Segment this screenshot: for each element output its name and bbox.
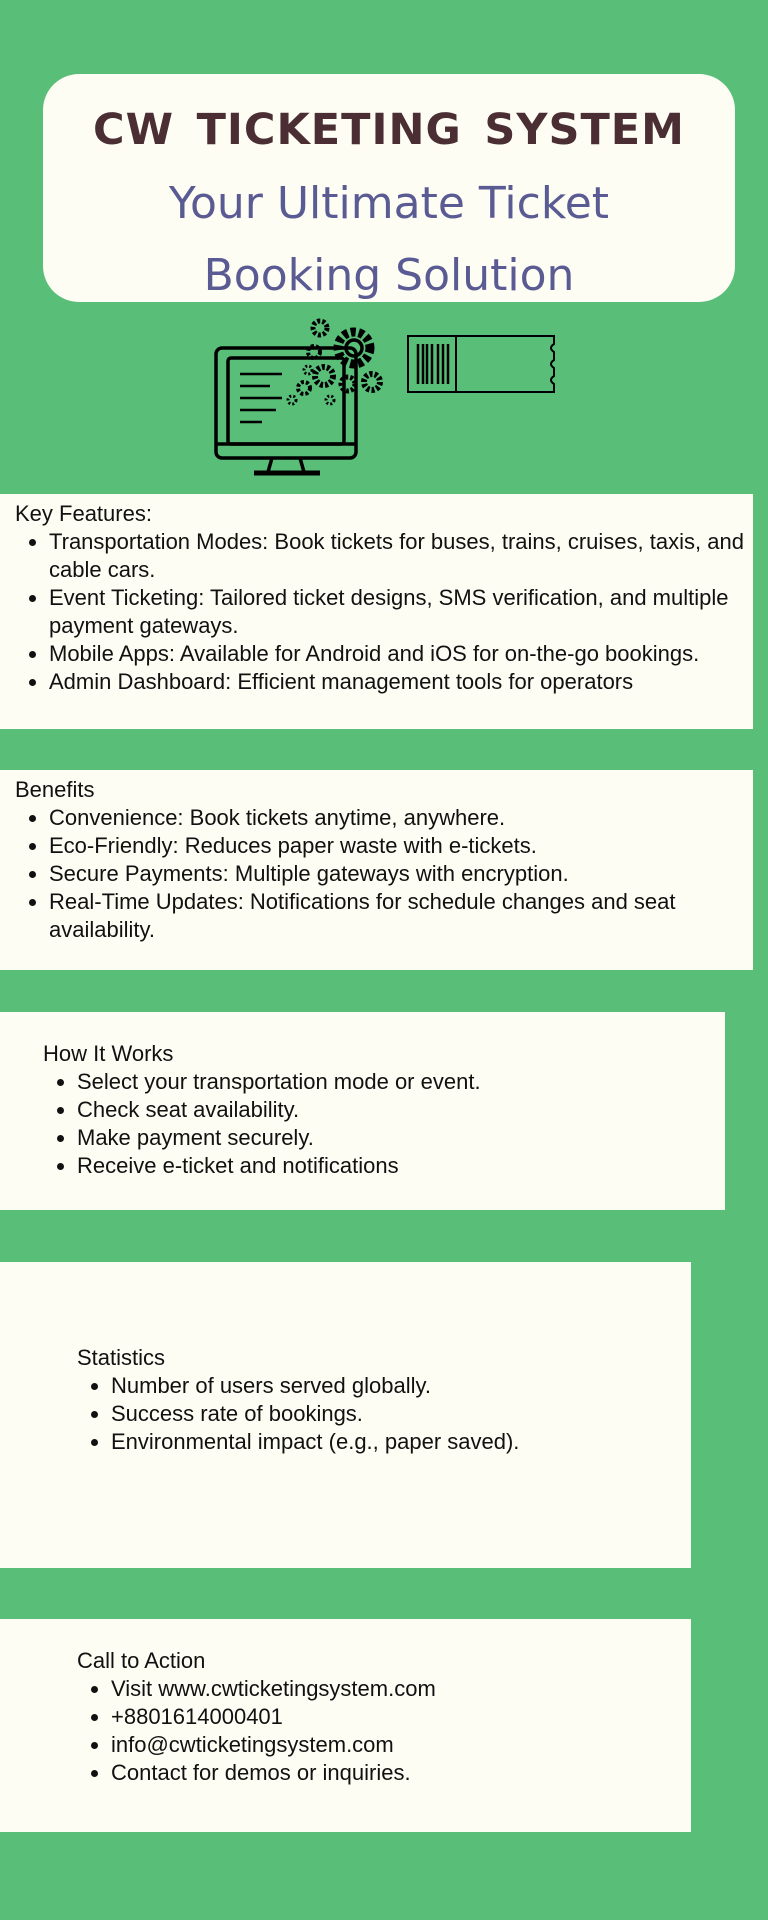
call-to-action-section (0, 1619, 691, 1832)
key-features-list (15, 528, 753, 696)
list-item: • Select your transportation mode or event. (77, 1068, 725, 1096)
list-item: • Check seat availability. (77, 1096, 725, 1124)
list-item: • Environmental impact (e.g., paper saved). (111, 1428, 691, 1456)
benefits-heading: Benefits (15, 777, 95, 802)
key-features-heading: Key Features: (15, 501, 152, 526)
list-item: • Real-Time Updates: Notifications for schedule changes and seat availability. (49, 888, 753, 944)
list-item: • Convenience: Book tickets anytime, anywhere. (49, 804, 753, 832)
list-item: • Secure Payments: Multiple gateways with encryption. (49, 860, 753, 888)
hero-illustration (212, 318, 562, 480)
list-item: • Make payment securely. (77, 1124, 725, 1152)
list-item: • Transportation Modes: Book tickets for buses, trains, cruises, taxis, and cable cars. (49, 528, 753, 584)
list-item: • Event Ticketing: Tailored ticket designs, SMS verification, and multiple payment gateways. (49, 584, 753, 640)
statistics-list (77, 1372, 691, 1456)
email-link[interactable]: • info@cwticketingsystem.com (111, 1731, 691, 1759)
list-item: • Mobile Apps: Available for Android and iOS for on-the-go bookings. (49, 640, 753, 668)
list-item: • Success rate of bookings. (111, 1400, 691, 1428)
list-item: • Eco-Friendly: Reduces paper waste with e-tickets. (49, 832, 753, 860)
statistics-heading: Statistics (77, 1345, 166, 1370)
list-item: • Number of users served globally. (111, 1372, 691, 1400)
key-features-section (0, 494, 753, 729)
list-item: • Admin Dashboard: Efficient management tools for operators (49, 668, 753, 696)
ticket-icon (408, 336, 554, 392)
statistics-section (0, 1262, 691, 1568)
title-card (43, 74, 735, 302)
benefits-list (15, 804, 753, 944)
benefits-section (0, 770, 753, 970)
website-link[interactable]: • Visit www.cwticketingsystem.com (111, 1675, 691, 1703)
call-to-action-list (77, 1675, 691, 1787)
list-item: • Contact for demos or inquiries. (111, 1759, 691, 1787)
call-to-action-heading: Call to Action (77, 1648, 206, 1673)
list-item: • Receive e-ticket and notifications (77, 1152, 725, 1180)
how-it-works-list (43, 1068, 725, 1180)
how-it-works-heading: How It Works (43, 1041, 174, 1066)
phone-number[interactable]: • +8801614000401 (111, 1703, 691, 1731)
page-title: cw ticketing system (93, 86, 685, 159)
computer-gears-icon (216, 321, 380, 473)
how-it-works-section (0, 1012, 725, 1210)
page-subtitle: Your Ultimate Ticket Booking Solution (168, 178, 610, 301)
